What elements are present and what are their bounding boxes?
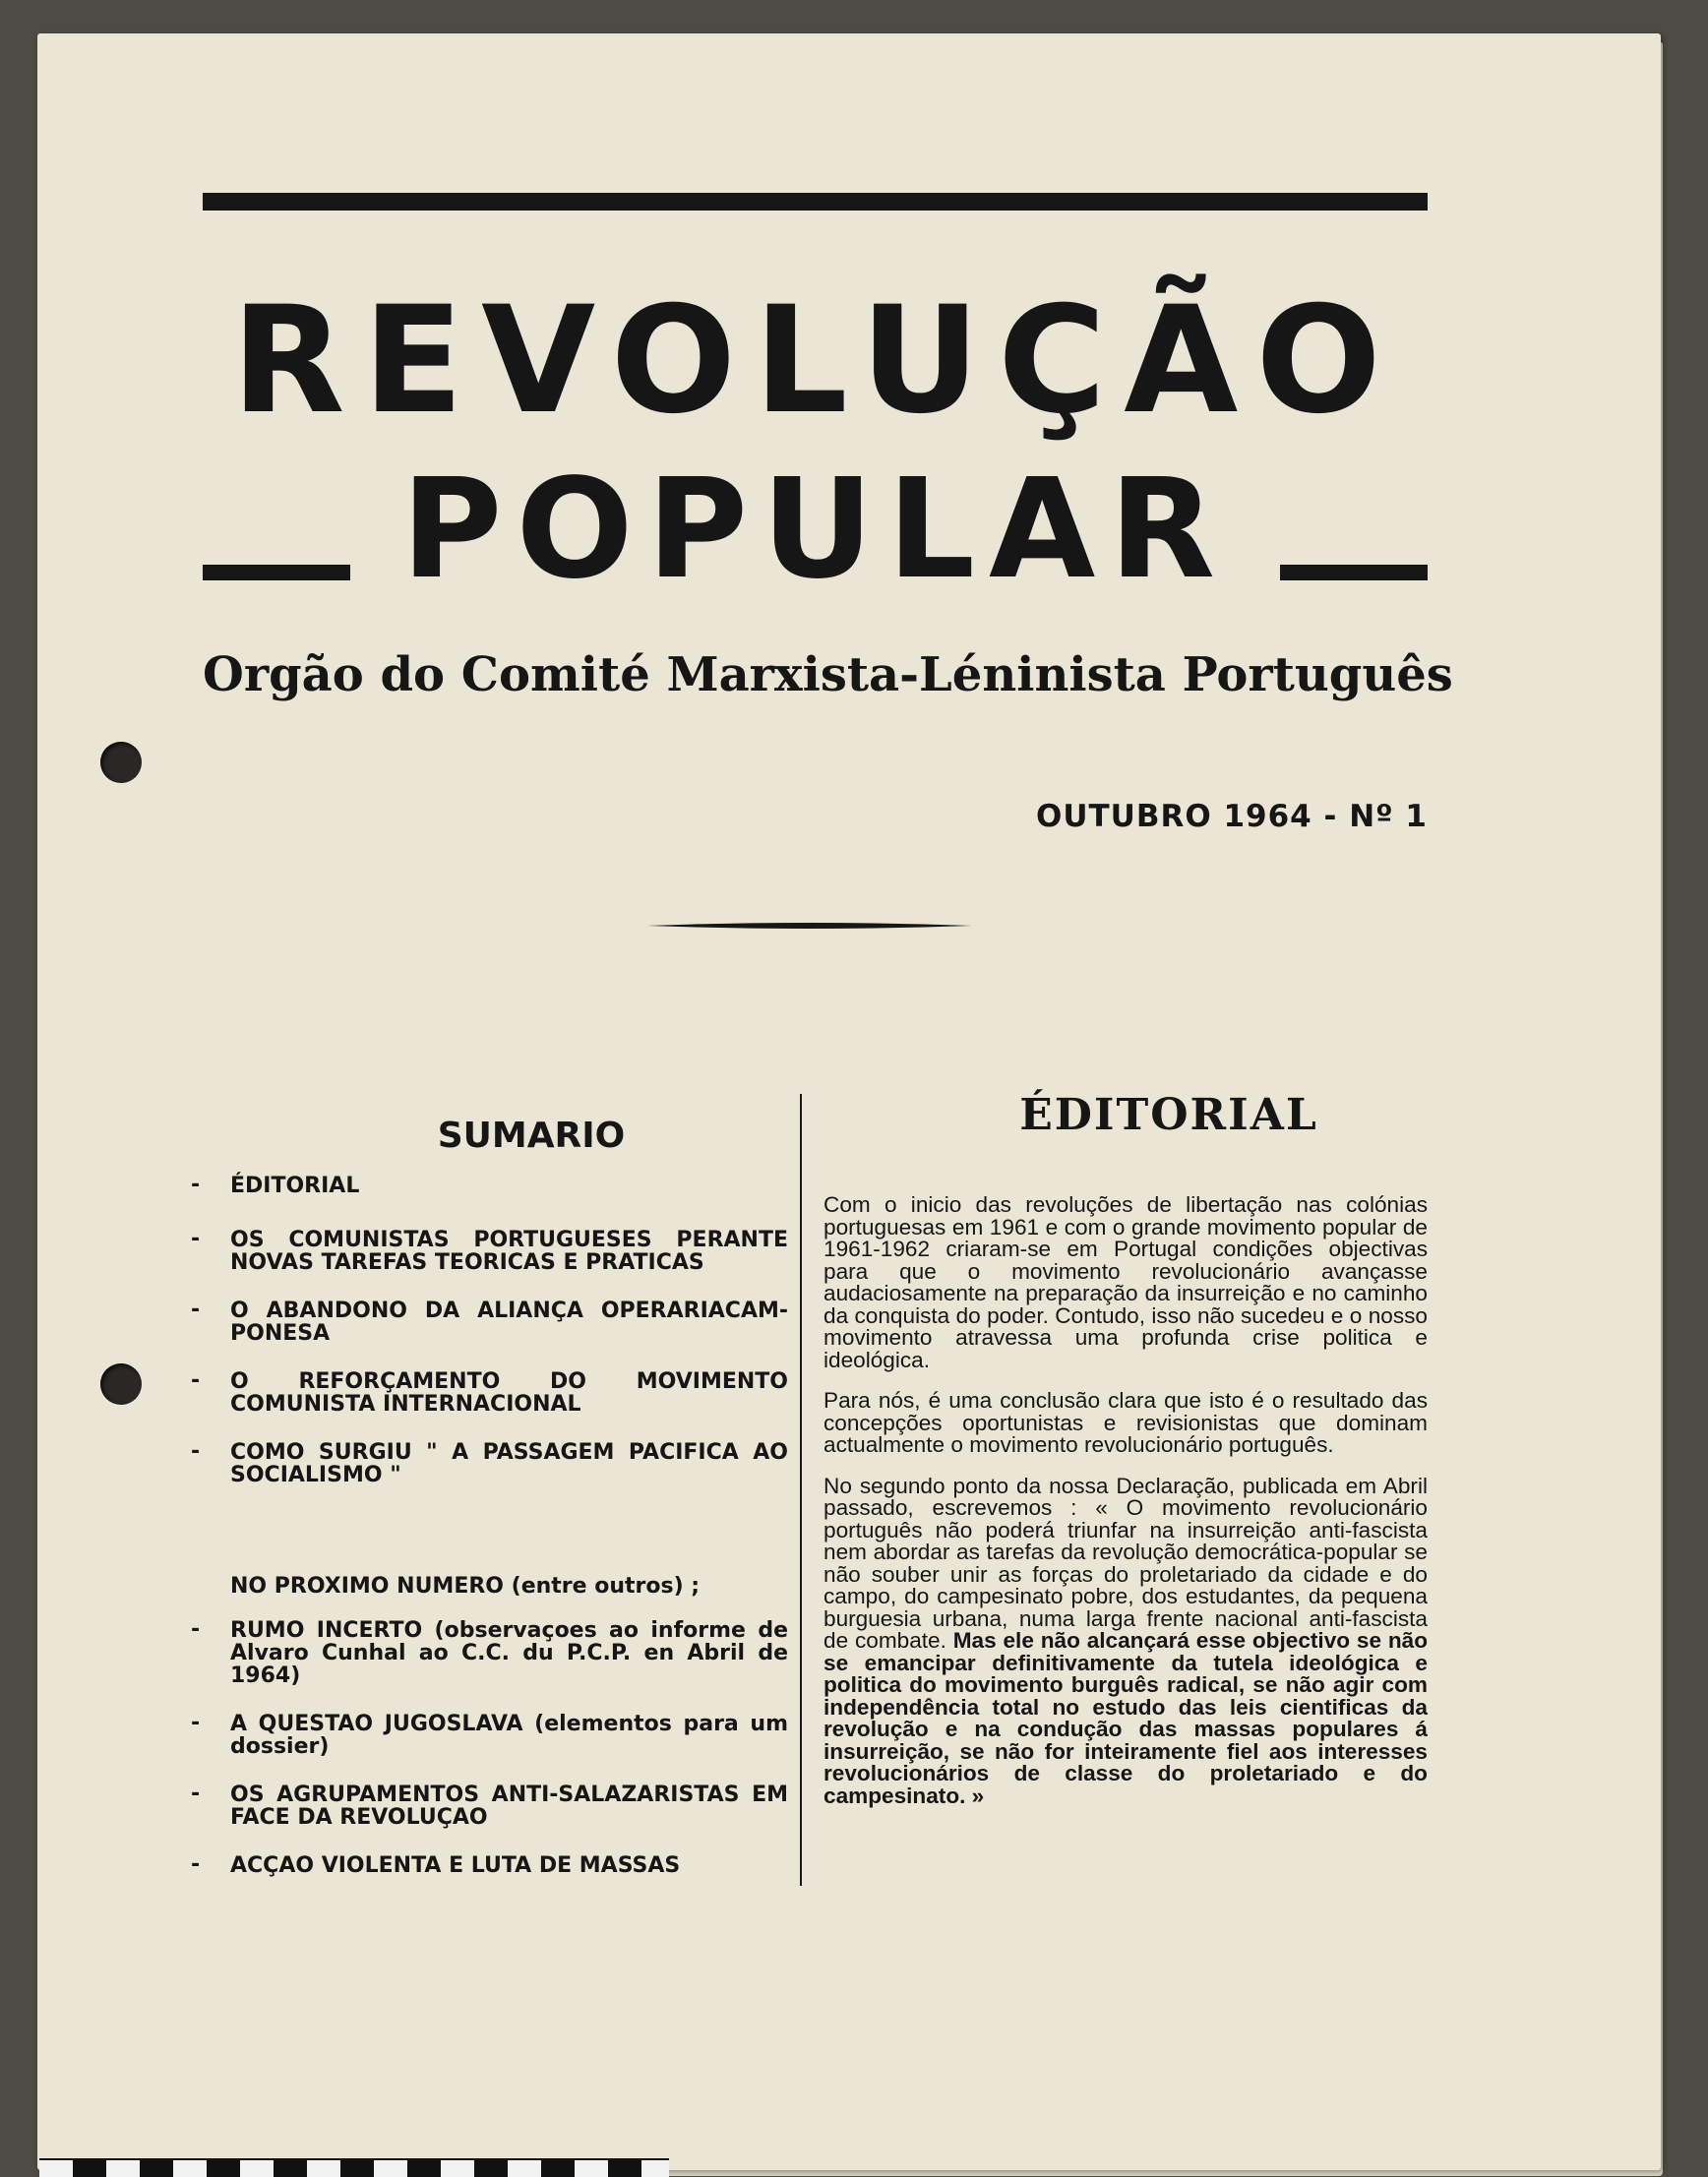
newspaper-page [37, 33, 1661, 2170]
next-issue-heading: NO PROXIMO NUMERO (entre outros) ; [230, 1574, 701, 1599]
editorial-paragraph-3 [824, 1473, 1428, 1808]
next-item-text: RUMO INCERTO (observaçoes ao informe de Alvaro Cunhal ao C.C. du P.C.P. en Abril de 1964) [230, 1618, 788, 1688]
next-item-text: OS AGRUPAMENTOS ANTI-SALAZARISTAS EM FACE DA REVOLUÇAO [230, 1783, 788, 1830]
editorial-paragraph-1: Com o inicio das revoluções de libertação nas colónias portuguesas em 1961 e com o grande movimento popular de 1961-1962 criaram-se em Portugal condições objectivas para que o movimento revolucionário avançasse audaciosamente na preparação da insurreição e no caminho da conquista do poder. Contudo, isso não sucedeu e o nosso movimento atravessa uma profunda crise politica e ideológica. [824, 1192, 1428, 1372]
issue-date: OUTUBRO 1964 - Nº 1 [1035, 799, 1428, 834]
bullet: - [191, 1782, 201, 1806]
bullet: - [191, 1852, 201, 1877]
next-item-text: A QUESTAO JUGOSLAVA (elementos para um dossier) [230, 1712, 788, 1759]
bullet: - [191, 1711, 201, 1735]
bullet: - [191, 1617, 201, 1642]
toc-item [183, 1370, 788, 1416]
bullet: - [191, 1173, 201, 1197]
toc-item-text: OS COMUNISTAS PORTUGUESES PERANTE NOVAS TAREFAS TEORICAS E PRATICAS [230, 1228, 788, 1275]
masthead-title-line2: POPULAR [400, 450, 1230, 610]
masthead-subtitle: Orgão do Comité Marxista-Léninista Português [203, 647, 1453, 702]
toc-item-text: O ABANDONO DA ALIANÇA OPERARIACAM-PONESA [230, 1299, 788, 1346]
next-item [183, 1713, 788, 1758]
toc-item [183, 1229, 788, 1274]
toc-item-text: COMO SURGIU " A PASSAGEM PACIFICA AO SOCIALISMO " [230, 1440, 788, 1487]
color-scale-bar [39, 2158, 669, 2177]
masthead-title-line1: REVOLUÇÃO [231, 275, 1399, 447]
toc-item-text: O REFORÇAMENTO DO MOVIMENTO COMUNISTA INTERNACIONAL [230, 1369, 788, 1417]
ornament-divider [647, 921, 972, 931]
toc-item-text: ÉDITORIAL [230, 1174, 360, 1198]
sumario-list [183, 1175, 788, 1877]
toc-item [183, 1300, 788, 1345]
sumario-heading: SUMARIO [437, 1116, 626, 1156]
column-divider [800, 1094, 802, 1886]
punch-hole [100, 1363, 142, 1405]
title-dash-right [1280, 565, 1428, 580]
next-item-text: ACÇAO VIOLENTA E LUTA DE MASSAS [230, 1853, 681, 1878]
editorial-paragraph-3-bold: Mas ele não alcançará esse objectivo se não se emancipar definitivamente da tutela ideológica e politica do movimento burguês radical, se não agir com independência total no estudo das leis cientificas da revolução e na condução das massas populares á insurreição, se não for inteiramente fiel aos interesses revolucionários de classe do proletariado e do campesinato. » [824, 1628, 1428, 1808]
next-item [183, 1854, 788, 1877]
bullet: - [191, 1368, 201, 1393]
editorial-paragraph-2: Para nós, é uma conclusão clara que isto é o resultado das concepções oportunistas e revisionistas que dominam actualmente o movimento revolucionário português. [824, 1388, 1428, 1457]
editorial-heading: ÉDITORIAL [1019, 1090, 1318, 1140]
masthead-rule [203, 193, 1428, 211]
next-item [183, 1784, 788, 1829]
toc-item [183, 1175, 788, 1197]
editorial-paragraph-3-regular: No segundo ponto da nossa Declaração, publicada em Abril passado, escrevemos : « O movimento revolucionário português não poderá triunfar na insurreição anti-fascista nem abordar as tarefas da revolução democrática-popular se não souber unir as forças do proletariado da cidade e do campo, do campesinato pobre, dos estudantes, da pequena burguesia urbana, numa larga frente nacional anti-fascista de combate. [824, 1473, 1428, 1653]
bullet: - [191, 1439, 201, 1464]
bullet: - [191, 1298, 201, 1322]
punch-hole [100, 742, 142, 783]
masthead-title-row2 [203, 450, 1428, 610]
toc-item [183, 1441, 788, 1486]
next-item [183, 1619, 788, 1687]
bullet: - [191, 1227, 201, 1251]
editorial-body [824, 1194, 1428, 1826]
